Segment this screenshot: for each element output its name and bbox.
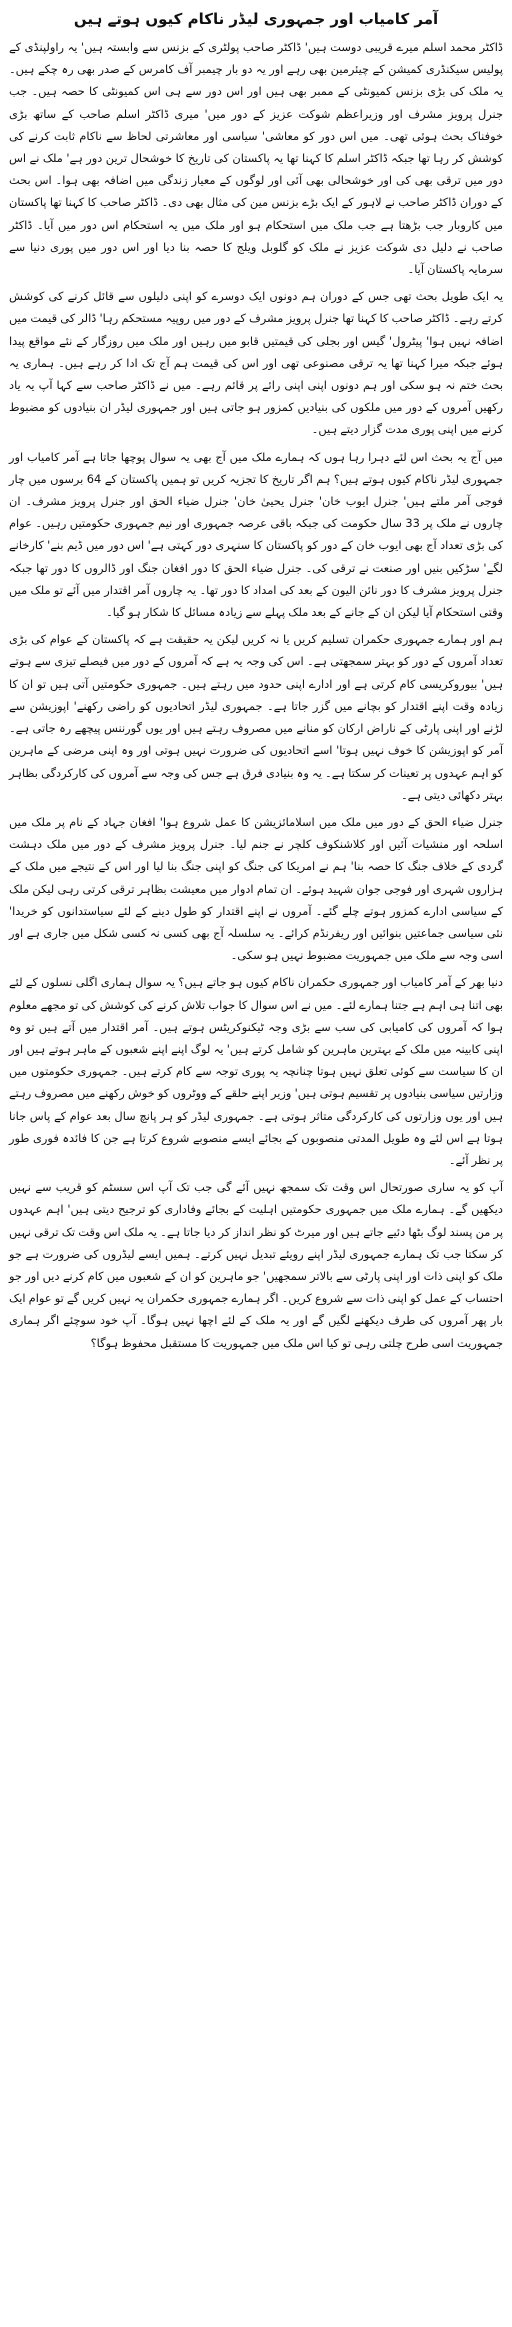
article-paragraph: آپ کو یہ ساری صورتحال اس وقت تک سمجھ نہیں آئے گی جب تک آپ اس سسٹم کو قریب سے نہیں دیکھیں گے۔ ہمارے ملک میں جمہوری حکومتیں اہلیت کے بجائے وفاداری کو ترجیح دیتی ہیں' اہم عہدوں پر من پسند لوگ بٹھا دئیے جاتے ہیں اور میرٹ کو نظر انداز کر دیا جاتا ہے۔ یہ ملک اس وقت تک ترقی نہیں کر سکتا جب تک ہمارے جمہوری لیڈر اپنے رویئے تبدیل نہیں کرتے۔ ہمیں ایسے لیڈروں کی ضرورت ہے جو ملک کو اپنی ذات اور اپنی پارٹی سے بالاتر سمجھیں' جو ماہرین کو ان کے شعبوں میں کام کرنے دیں اور جو احتساب کے عمل کو اپنی ذات سے شروع کریں۔ اگر ہمارے جمہوری حکمران یہ نہیں کریں گے تو عوام ایک بار پھر آمروں کی طرف دیکھنے لگیں گے اور یہ ملک کے لئے اچھا نہیں ہوگا۔ آپ خود سوچئے اگر ہماری جمہوریت اسی طرح چلتی رہی تو کیا اس ملک میں جمہوریت کا مستقبل محفوظ ہوگا؟ bbox=[9, 1180, 503, 1350]
article-paragraph: ڈاکٹر محمد اسلم میرے قریبی دوست ہیں' ڈاکٹر صاحب پولٹری کے بزنس سے وابستہ ہیں' یہ راولپنڈی کے پولیس سیکنڈری کمیشن کے چیئرمین بھی رہے اور یہ دو بار چیمبر آف کامرس کے صدر بھی رہ چکے ہیں۔ یہ ملک کی بڑی بزنس کمیونٹی کے ممبر بھی ہیں اور اس دور سے ہی اس کمیونٹی کا حصہ ہیں۔ جب جنرل پرویز مشرف اور وزیراعظم شوکت عزیز کے دور میں' میری ڈاکٹر اسلم صاحب کے ساتھ بڑی خوفناک بحث ہوئی تھی۔ میں اس دور کو معاشی' سیاسی اور معاشرتی لحاظ سے ناکام ثابت کرنے کی کوشش کر رہا تھا جبکہ ڈاکٹر اسلم کا کہنا تھا یہ پاکستان کی تاریخ کا خوشحال ترین دور ہے' ملک نے اس دور میں ترقی بھی کی اور خوشحالی بھی آئی اور لوگوں کے معیار زندگی میں اضافہ بھی ہوا۔ اس بحث کے دوران ڈاکٹر صاحب نے لاہور کے ایک بڑے بزنس مین کی مثال بھی دی۔ ڈاکٹر صاحب کا کہنا تھا پاکستان میں کاروبار جب بڑھتا ہے جب ملک میں استحکام ہو اور ملک میں یہ استحکام اس دور میں آیا۔ ڈاکٹر صاحب نے دلیل دی شوکت عزیز نے ملک کو گلوبل ویلج کا حصہ بنا دیا اور اس دور میں پوری دنیا سے سرمایہ پاکستان آیا۔ bbox=[9, 40, 503, 277]
article-paragraph: دنیا بھر کے آمر کامیاب اور جمہوری حکمران ناکام کیوں ہو جاتے ہیں؟ یہ سوال ہماری اگلی نسلوں کے لئے بھی اتنا ہی اہم ہے جتنا ہمارے لئے۔ میں نے اس سوال کا جواب تلاش کرنے کی کوشش کی تو مجھے معلوم ہوا کہ آمروں کی کامیابی کی سب سے بڑی وجہ ٹیکنوکریٹس ہوتے ہیں۔ آمر اقتدار میں آتے ہیں تو وہ اپنی کابینہ میں ملک کے بہترین ماہرین کو شامل کرتے ہیں' یہ لوگ اپنے اپنے شعبوں کے ماہر ہوتے ہیں اور ان کا سیاست سے کوئی تعلق نہیں ہوتا چنانچہ یہ پوری توجہ سے کام کرتے ہیں۔ جمہوری حکومتوں میں وزارتیں سیاسی بنیادوں پر تقسیم ہوتی ہیں' وزیر اپنے حلقے کے ووٹروں کو خوش رکھنے میں مصروف رہتے ہیں اور یوں وزارتوں کی کارکردگی متاثر ہوتی ہے۔ جمہوری لیڈر کو ہر پانچ سال بعد عوام کے پاس جانا ہوتا ہے اس لئے وہ طویل المدتی منصوبوں کے بجائے ایسے منصوبے شروع کرتا ہے جن کا فائدہ فوری طور پر نظر آئے۔ bbox=[9, 975, 503, 1167]
article-paragraph: میں آج یہ بحث اس لئے دہرا رہا ہوں کہ ہمارے ملک میں آج بھی یہ سوال پوچھا جاتا ہے آمر کامیاب اور جمہوری لیڈر ناکام کیوں ہوتے ہیں؟ ہم اگر تاریخ کا تجزیہ کریں تو ہمیں پاکستان کے 64 برسوں میں چار فوجی آمر ملتے ہیں' جنرل ایوب خان' جنرل یحییٰ خان' جنرل ضیاء الحق اور جنرل پرویز مشرف۔ ان چاروں نے ملک پر 33 سال حکومت کی جبکہ باقی عرصہ جمہوری اور نیم جمہوری حکومتیں رہیں۔ عوام کی بڑی تعداد آج بھی ایوب خان کے دور کو پاکستان کا سنہری دور کہتی ہے' اس دور میں ڈیم بنے' کارخانے لگے' سڑکیں بنیں اور صنعت نے ترقی کی۔ جنرل ضیاء الحق کا دور افغان جنگ اور ڈالروں کا دور تھا جبکہ جنرل پرویز مشرف کا دور نائن الیون کے بعد کی امداد کا دور تھا۔ یہ چاروں آمر اقتدار میں آئے تو ملک میں وقتی استحکام آیا لیکن ان کے جانے کے بعد ملک پہلے سے زیادہ مسائل کا شکار ہو گیا۔ bbox=[9, 449, 503, 620]
article-title: آمر کامیاب اور جمہوری لیڈر ناکام کیوں ہوتے ہیں bbox=[73, 10, 439, 28]
article-paragraph: جنرل ضیاء الحق کے دور میں ملک میں اسلامائزیشن کا عمل شروع ہوا' افغان جہاد کے نام پر ملک میں اسلحہ اور منشیات آئیں اور کلاشنکوف کلچر نے جنم لیا۔ جنرل پرویز مشرف کے دور میں ملک دہشت گردی کے خلاف جنگ کا حصہ بنا' ہم نے امریکا کی جنگ کو اپنی جنگ بنا لیا اور اس کے نتیجے میں ملک کے ہزاروں شہری اور فوجی جوان شہید ہوئے۔ ان تمام ادوار میں معیشت بظاہر ترقی کرتی رہی لیکن ملک کے سیاسی ادارے کمزور ہوتے چلے گئے۔ آمروں نے اپنے اقتدار کو طول دینے کے لئے سیاستدانوں کو خریدا' نئی سیاسی جماعتیں بنوائیں اور ریفرنڈم کرائے۔ یہ سلسلہ آج بھی کسی نہ کسی شکل میں جاری ہے اور اسی وجہ سے ملک میں جمہوریت مضبوط نہیں ہو سکی۔ bbox=[9, 814, 503, 963]
article-paragraph: ہم اور ہمارے جمہوری حکمران تسلیم کریں یا نہ کریں لیکن یہ حقیقت ہے کہ پاکستان کے عوام کی بڑی تعداد آمروں کے دور کو بہتر سمجھتی ہے۔ اس کی وجہ یہ ہے کہ آمروں کے دور میں فیصلے تیزی سے ہوتے ہیں' بیوروکریسی کام کرتی ہے اور ادارے اپنی حدود میں رہتے ہیں۔ جمہوری حکومتیں آتی ہیں تو ان کا زیادہ وقت اپنے اقتدار کو بچانے میں گزر جاتا ہے۔ جمہوری لیڈر اتحادیوں کو راضی رکھنے' اپوزیشن سے لڑنے اور اپنی پارٹی کے ناراض ارکان کو منانے میں مصروف رہتے ہیں اور یوں گورننس پیچھے رہ جاتی ہے۔ آمر کو اپوزیشن کا خوف نہیں ہوتا' اسے اتحادیوں کی ضرورت نہیں ہوتی اور وہ اپنی مرضی کے ماہرین کو اہم عہدوں پر تعینات کر سکتا ہے۔ یہ وہ بنیادی فرق ہے جس کی وجہ سے آمروں کی کارکردگی بظاہر بہتر دکھائی دیتی ہے۔ bbox=[9, 632, 503, 802]
article-paragraph: یہ ایک طویل بحث تھی جس کے دوران ہم دونوں ایک دوسرے کو اپنی دلیلوں سے قائل کرنے کی کوشش کرتے رہے۔ ڈاکٹر صاحب کا کہنا تھا جنرل پرویز مشرف کے دور میں روپیہ مستحکم رہا' ڈالر کی قیمت میں اضافہ نہیں ہوا' پیٹرول' گیس اور بجلی کی قیمتیں قابو میں رہیں اور ملک میں روزگار کے نئے مواقع پیدا ہوئے جبکہ میرا کہنا تھا یہ ترقی مصنوعی تھی اور اس کی قیمت ہم آج تک ادا کر رہے ہیں۔ ہماری یہ بحث ختم نہ ہو سکی اور ہم دونوں اپنی اپنی رائے پر قائم رہے۔ میں نے ڈاکٹر صاحب سے کہا آپ یہ یاد رکھیں آمروں کے دور میں ملکوں کی بنیادیں کمزور ہو جاتی ہیں اور جمہوری لیڈر ان بنیادوں کو مضبوط کرنے میں اپنی پوری مدت گزار دیتے ہیں۔ bbox=[9, 289, 503, 437]
